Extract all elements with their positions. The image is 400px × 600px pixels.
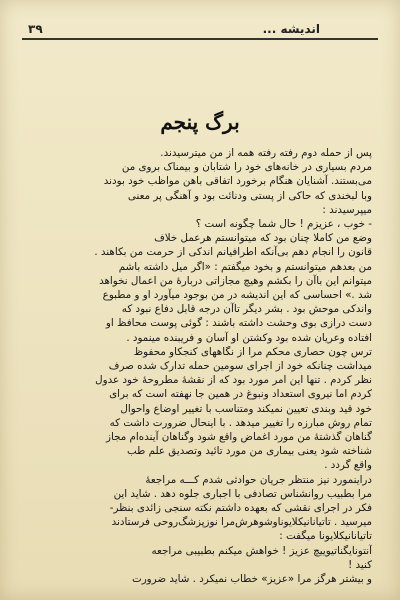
text-line: وضع من کاملا چنان بود که میتوانستم هرعمل خلاف — [154, 232, 372, 245]
body-text — [30, 146, 372, 586]
text-line: واندکی موحش بود . بشر دیگر تاآن درجه قابل دفاع نبود که — [121, 303, 372, 316]
text-line: ترس چون حصاری محکم مرا از نگاههای کنجکاو محفوظ — [133, 345, 372, 358]
text-line: - خوب ، عزیزم ! حال شما چگونه است ؟ — [195, 218, 372, 231]
text-line: میداشت چنانکه خود از اجرای سومین حمله تدارک شده صرف — [108, 360, 372, 373]
text-line: نظر کردم . تنها این امر مورد بود که از نقشهٔ مطروحهٔ خود عدول — [95, 374, 372, 387]
text-line: دست درازی بوی وحشت داشته باشند : گوئی پوست محافظ او — [105, 317, 372, 330]
text-line: گناهان گذشتهٔ من مورد اغماض واقع شود وگناهان آینده‌ام مجاز — [106, 431, 372, 444]
text-line: فکر در اجرای نقشی که بعهده داشتم نکته سنجی زائدی بنظر- — [109, 502, 372, 515]
text-line: و بیشتر هرگز مرا «عزیز» خطاب نمیکرد . شاید ضرورت — [132, 573, 372, 586]
text-line: شد .» احساسی که این اندیشه در من بوجود میآورد او و مطبوع — [102, 289, 372, 302]
text-line: قانون را انجام دهم بی‌آنکه اطرافیانم اندکی از حرمت من بکاهند . — [94, 246, 372, 259]
text-line: کردم اما نیروی استعداد ونبوغ در همین جا نهفته است که برای — [109, 388, 372, 401]
text-line: واقع گردد . — [324, 459, 372, 472]
text-line: شناخته شود یعنی بیماری من مورد تائید وتصدیق علم طب — [127, 445, 372, 458]
text-line: کنید ! — [348, 558, 372, 571]
text-line: پس از حمله دوم رفته رفته همه از من میترسیدند. — [160, 147, 372, 159]
text-line: خود قید وبندی تعیین نمیکند ومتناسب با تغییر اوضاع واحوال — [120, 402, 372, 415]
text-line: دراینمورد نیز منتظر جریان حوادثی شدم کـــه مراجعهٔ — [145, 473, 372, 486]
page-header — [22, 20, 378, 38]
running-title: اندیشه ... — [262, 22, 320, 36]
text-line: می‌بستند. آشنایان هنگام برخورد اتفاقی باهن مواظب خود بودند — [103, 175, 372, 188]
text-line: تمام روش مبارزه را تغییر میدهد . با اینحال ضرورت داشت که — [109, 416, 372, 429]
text-line: افتاده وعریان شده بود وکشتن او آسان و فریبنده مینمود . — [126, 331, 372, 344]
text-line: میرسید . تاتیانانیکلایوناوشوهرش‌مرا نوزپزشگ‌روحی فرستادند — [111, 516, 372, 529]
text-line: من بعدهم میتوانستم و بخود میگفتم : «اگر میل داشته باشم — [118, 260, 372, 273]
page-number: ۳۹ — [28, 22, 43, 36]
chapter-title: برگ پنجم — [160, 110, 240, 134]
text-line: وبا لبخندی که حاکی از پستی ودنائت بود و آهنگی پر معنی — [127, 189, 372, 202]
text-line: تاتیانانیکلایونا میگفت : — [279, 530, 372, 543]
header-rule — [22, 38, 378, 40]
text-line: آنتونایگناتیوییچ عزیز ! خواهش میکنم بطبیبی مراجعه — [151, 544, 372, 557]
text-line: میپرسیدند : — [322, 203, 372, 216]
text-line: مردم بسیاری در خانه‌های خود را شتابان و بیمناک بروی من — [121, 161, 372, 174]
text-line: میتوانم این باآن را بکشم وهیچ مجازاتی دربارهٔ من اعمال نخواهد — [99, 274, 372, 287]
text-line: مرا بطبیب روانشناس تصادفی با اجباری جلوه دهد . شاید این — [113, 487, 372, 500]
